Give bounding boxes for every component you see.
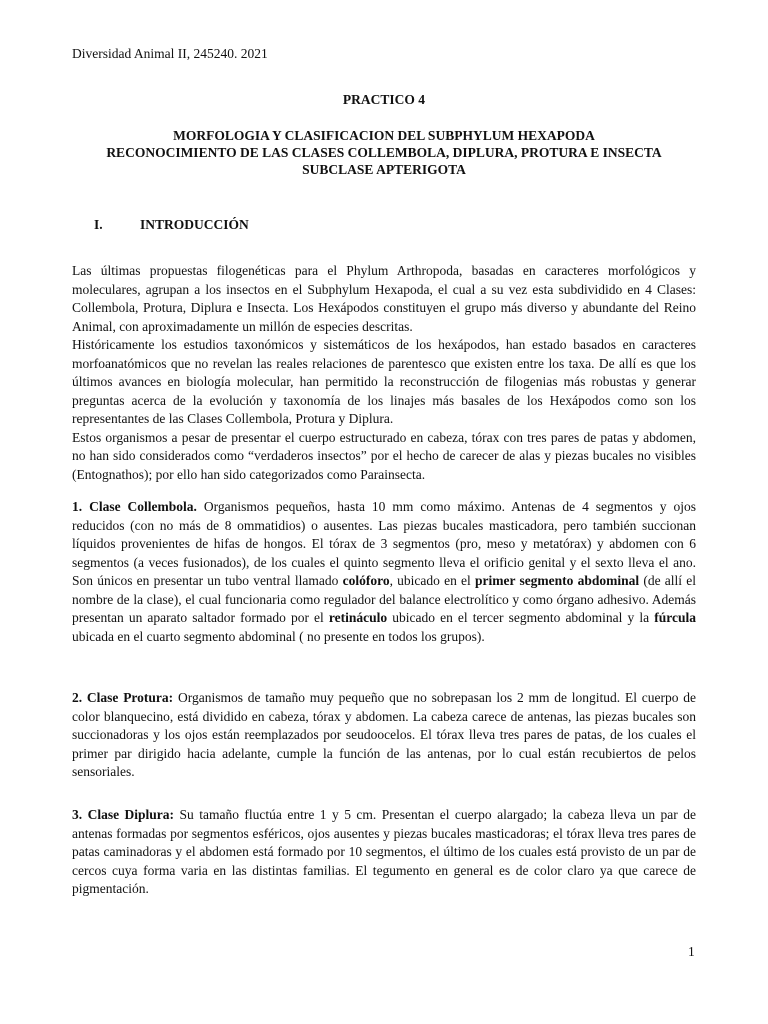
term-primer-segmento: primer segmento abdominal (475, 573, 640, 588)
section-title: INTRODUCCIÓN (140, 217, 249, 232)
collembola-text-4: ubicado en el tercer segmento abdominal y la (387, 610, 655, 625)
term-furcula: fúrcula (654, 610, 697, 625)
section-heading (94, 217, 249, 233)
diplura-text (72, 806, 696, 899)
subtitle-line-3: SUBCLASE APTERIGOTA (302, 162, 466, 177)
protura-heading: 2. Clase Protura: (72, 690, 174, 705)
collembola-text-1: Organismos pequeños, hasta 10 mm como máximo. Antenas de 4 segmentos y ojos reducidos (con no más de 8 ommatidios) o ausentes. Las piezas bucales masticadora, pero también succionan líquidos provenientes de hifas de hongos. El tórax de 3 segmentos (pro, meso y metatórax) y abdomen con 6 segmentos (a veces fusionados), de los cuales el quinto segmento lleva el orificio genital y el sexto lleva el ano. Son únicos en presentar un tubo ventral llamado (72, 499, 696, 588)
introduction-text (72, 262, 696, 484)
subtitle-line-2: RECONOCIMIENTO DE LAS CLASES COLLEMBOLA, DIPLURA, PROTURA E INSECTA (106, 145, 662, 160)
diplura-heading: 3. Clase Diplura: (72, 807, 175, 822)
collembola-heading: 1. Clase Collembola. (72, 499, 197, 514)
collembola-text-5: ubicada en el cuarto segmento abdominal ( no presente en todos los grupos). (72, 628, 485, 644)
diplura-paragraph (72, 806, 696, 899)
collembola-text-3: (de allí el nombre de la clase), el cual funcionaria como regulador del balance electrolítico y como órgano adhesivo. Además presentan un aparato saltador formado por el (72, 573, 696, 625)
section-number: I. (94, 217, 103, 232)
protura-body: Organismos de tamaño muy pequeño que no sobrepasan los 2 mm de longitud. El cuerpo de color blanquecino, está dividido en cabeza, tórax y abdomen. La cabeza carece de antenas, las piezas bucales son succionadoras y los ojos están reemplazados por seudoocelos. El tórax lleva tres pares de patas, de los cuales el primer par dirigido hacia adelante, cumple la función de las antenas, por lo cual están recubiertos de pelos sensoriales. (72, 690, 697, 779)
protura-paragraph (72, 689, 696, 782)
term-coloforo: colóforo (342, 573, 390, 588)
protura-text (72, 689, 696, 782)
intro-paragraph-1: Las últimas propuestas filogenéticas para el Phylum Arthropoda, basadas en caracteres morfológicos y moleculares, agrupan a los insectos en el Subphylum Hexapoda, el cual a su vez esta subdividido en 4 Clases: Collembola, Protura, Diplura e Insecta. Los Hexápodos constituyen el grupo más diverso y abundante del Reino Animal, con aproximadamente un millón de especies descritas. (72, 263, 696, 334)
running-header: Diversidad Animal II, 245240. 2021 (72, 46, 268, 61)
collembola-text-2: , ubicado en el (389, 573, 475, 588)
page-number: 1 (688, 944, 695, 959)
term-retinaculo: retináculo (328, 610, 388, 625)
intro-paragraph-3: Estos organismos a pesar de presentar el cuerpo estructurado en cabeza, tórax con tres pares de patas y abdomen, no han sido considerados como “verdaderos insectos” por el hecho de carecer de alas y piezas bucales no visibles (Entognathos); por ello han sido categorizados como Parainsecta. (72, 429, 696, 482)
document-subtitle (60, 127, 708, 178)
diplura-body: Su tamaño fluctúa entre 1 y 5 cm. Presentan el cuerpo alargado; la cabeza lleva un par de antenas formadas por segmentos esféricos, ojos ausentes y piezas bucales masticadoras; el tórax lleva tres pares de patas caminadoras y el abdomen está formado por 10 segmentos, el último de los cuales está provisto de un par de cercos cuya forma varia en las distintas familias. El tegumento en general es de color claro ya que carece de pigmentación. (72, 807, 696, 896)
collembola-text (72, 498, 696, 646)
subtitle-line-1: MORFOLOGIA Y CLASIFICACION DEL SUBPHYLUM HEXAPODA (173, 128, 595, 143)
collembola-paragraph (72, 498, 696, 646)
intro-paragraph-2: Históricamente los estudios taxonómicos y sistemáticos de los hexápodos, han estado basados en caracteres morfoanatómicos que no revelan las reales relaciones de parentesco que existen entre los taxa. De allí es que los últimos avances en biología molecular, han permitido la reconstrucción de filogenias más robustas y generar preguntas acerca de la evolución y taxonomía de los linajes más basales de los Hexápodos como son los representantes de las Clases Collembola, Protura y Diplura. (72, 337, 696, 426)
practice-title: PRACTICO 4 (342, 92, 426, 107)
